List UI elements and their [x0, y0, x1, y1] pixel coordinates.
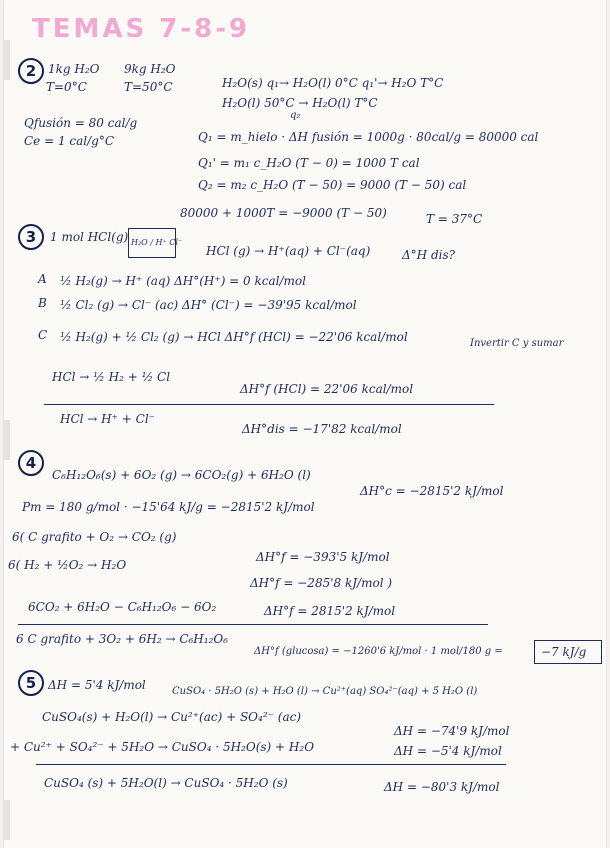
glucose-formation-enthalpy: ΔH°f (glucosa) = −1260'6 kJ/mol · 1 mol/180 g =: [254, 646, 503, 657]
reverse-hydrate-enthalpy: ΔH = −5'4 kJ/mol: [394, 744, 502, 758]
equation-q1: Q₁ = m_hielo · ΔH fusión = 1000g · 80cal/g = 80000 cal: [198, 130, 539, 144]
sum-line: [18, 624, 488, 625]
water-temp: T=50°C: [124, 80, 173, 94]
notebook-page: [4, 0, 606, 848]
heating-scheme-2: H₂O(l) 50°C → H₂O(l) T°C: [222, 96, 378, 110]
equation-q1-prime: Q₁' = m₁ c_H₂O (T − 0) = 1000 T cal: [198, 156, 420, 170]
result-box: [534, 640, 602, 664]
binder-hole-mark: [4, 800, 10, 840]
binder-hole-mark: [4, 40, 10, 80]
specific-enthalpy-result: −7 kJ/g: [541, 645, 587, 659]
step-c: ½ H₂(g) + ½ Cl₂ (g) → HCl ΔH°f (HCl) = −22'06 kcal/mol: [60, 330, 408, 344]
reverse-combustion: 6CO₂ + 6H₂O − C₆H₁₂O₆ − 6O₂: [28, 600, 217, 614]
hydrogen-combustion: 6( H₂ + ½O₂ → H₂O: [8, 558, 127, 572]
heating-scheme-1: H₂O(s) q₁→ H₂O(l) 0°C q₁'→ H₂O T°C: [222, 76, 444, 90]
binder-hole-mark: [4, 420, 10, 460]
page-title: TEMAS 7-8-9: [32, 14, 251, 44]
molar-mass-conversion: Pm = 180 g/mol · −15'64 kJ/g = −2815'2 kJ/mol: [22, 500, 315, 514]
balance-equation: 80000 + 1000T = −9000 (T − 50): [180, 206, 387, 220]
exercise-5-number: 5: [18, 670, 44, 696]
graphite-enthalpy: ΔH°f = −393'5 kJ/mol: [256, 550, 390, 564]
dissolution-reaction: HCl (g) → H⁺(aq) + Cl⁻(aq): [206, 244, 371, 258]
given-enthalpy: ΔH = 5'4 kJ/mol: [48, 678, 146, 692]
invert-note: Invertir C y sumar: [470, 338, 564, 349]
combustion-enthalpy: ΔH°c = −2815'2 kJ/mol: [360, 484, 504, 498]
ice-temp: T=0°C: [46, 80, 87, 94]
exercise-2-number: 2: [18, 58, 44, 84]
reverse-hydrate: + Cu²⁺ + SO₄²⁻ + 5H₂O → CuSO₄ · 5H₂O(s) + H₂O: [10, 740, 315, 754]
exercise-3-number: 3: [18, 224, 44, 250]
anhydrous-dissolution: CuSO₄(s) + H₂O(l) → Cu²⁺(ac) + SO₄²⁻ (ac): [42, 710, 302, 724]
step-a-label: A: [38, 272, 47, 286]
sum-line: [36, 764, 506, 765]
combustion-reaction: C₆H₁₂O₆(s) + 6O₂ (g) → 6CO₂(g) + 6H₂O (l): [52, 468, 311, 482]
step-c-label: C: [38, 328, 48, 342]
water-mass: 9kg H₂O: [124, 62, 176, 76]
heating-scheme-q2: q₂: [290, 110, 301, 121]
hydration-enthalpy: ΔH = −80'3 kJ/mol: [384, 780, 500, 794]
exercise-4-number: 4: [18, 450, 44, 476]
inverted-enthalpy: ΔH°f (HCl) = 22'06 kcal/mol: [240, 382, 414, 396]
graphite-combustion: 6( C grafito + O₂ → CO₂ (g): [12, 530, 177, 544]
step-b-label: B: [38, 296, 47, 310]
beaker-sketch: [128, 228, 183, 258]
glucose-formation: 6 C grafito + 3O₂ + 6H₂ → C₆H₁₂O₆: [16, 632, 229, 646]
dissolution-question: Δ°H dis?: [402, 248, 456, 262]
dissolution-enthalpy: ΔH°dis = −17'82 kcal/mol: [242, 422, 402, 436]
hydration-reaction: CuSO₄ (s) + 5H₂O(l) → CuSO₄ · 5H₂O (s): [44, 776, 288, 790]
hydrate-dissolution: CuSO₄ · 5H₂O (s) + H₂O (l) → Cu²⁺(aq) SO₄²⁻(aq) + 5 H₂O (l): [172, 686, 478, 697]
step-a: ½ H₂(g) → H⁺ (aq) ΔH°(H⁺) = 0 kcal/mol: [60, 274, 306, 288]
step-b: ½ Cl₂ (g) → Cl⁻ (ac) ΔH° (Cl⁻) = −39'95 kcal/mol: [60, 298, 357, 312]
fusion-heat: Qfusión = 80 cal/g: [24, 116, 138, 130]
ice-mass: 1kg H₂O: [48, 62, 100, 76]
sum-reaction: HCl → H⁺ + Cl⁻: [60, 412, 156, 426]
inverted-reaction: HCl → ½ H₂ + ½ Cl: [52, 370, 171, 384]
anhydrous-enthalpy: ΔH = −74'9 kJ/mol: [394, 724, 510, 738]
hcl-moles: 1 mol HCl(g): [50, 230, 129, 244]
temperature-result: T = 37°C: [426, 212, 483, 226]
equation-q2: Q₂ = m₂ c_H₂O (T − 50) = 9000 (T − 50) cal: [198, 178, 467, 192]
beaker-label: H₂O / H⁺ Cl⁻: [131, 238, 183, 247]
hydrogen-enthalpy: ΔH°f = −285'8 kJ/mol ): [250, 576, 393, 590]
specific-heat: Ce = 1 cal/g°C: [24, 134, 115, 148]
sum-line: [44, 404, 494, 405]
reverse-enthalpy: ΔH°f = 2815'2 kJ/mol: [264, 604, 396, 618]
